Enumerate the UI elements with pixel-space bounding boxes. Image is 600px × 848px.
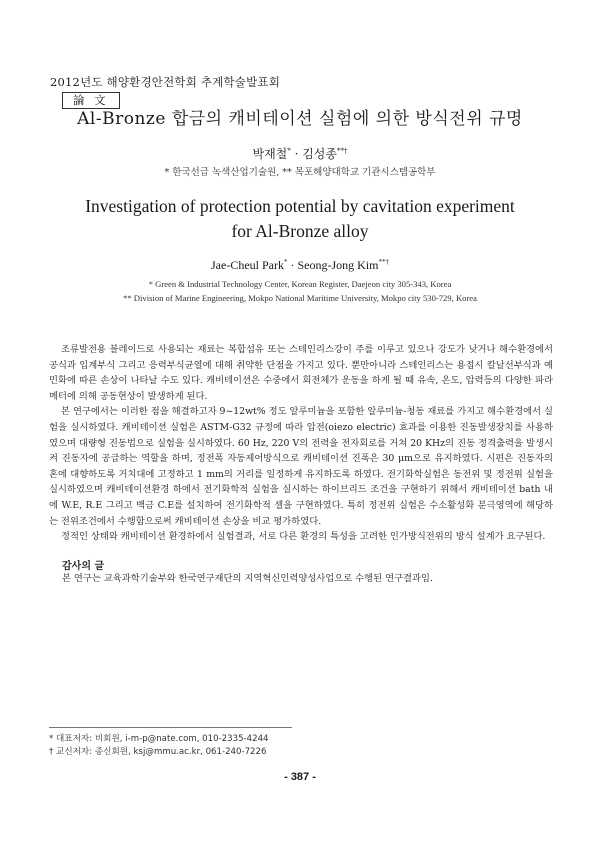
acknowledgement-heading: 감사의 글 bbox=[62, 561, 105, 572]
english-author-2: Seong-Jong Kim bbox=[297, 258, 379, 272]
english-authors bbox=[0, 258, 600, 273]
english-author-2-mark: **† bbox=[378, 258, 389, 266]
korean-title: Al-Bronze 합금의 캐비테이션 실험에 의한 방식전위 규명 bbox=[77, 109, 523, 129]
korean-affiliation: * 한국선급 녹색산업기술원, ** 목포해양대학교 기관시스템공학부 bbox=[164, 167, 436, 178]
body-paragraph-2: 본 연구에서는 이러한 점을 해결하고자 9~12wt% 정도 알루미늄을 포함한 알루미늄-청동 재료를 가지고 해수환경에서 실험을 실시하였다. 캐비테이션 실험은 ASTM-G32 규정에 따라 압전(oiezo electric) 효과를 이용한 진동발생장치를 사용하였으며 대량형 진동법으로 실험을 실시하였다. 60 Hz, 220 V의 전력을 전자회로를 거쳐 20 KHz의 진동 정격출력을 발생시켜 진동자에 공급하는 역할을 하며, 정전폭 자동제어방식으로 캐비테이션 진폭은 30 μm으로 유지하였다. 시편은 진동자의 혼에 대향하도록 거치대에 고정하고 1 mm의 거리를 일정하게 유지하도록 하였다. 전기화학실험은 동전위 및 정전위 실험을 실시하였으며 캐비테이션환경 하에서 전기화학적 실험을 실시하는 하이브리드 조건을 구현하기 위해서 캐비테이션 bath 내에 W.E, R.E 그리고 백금 C.E를 설치하여 전기화학적 셀을 구현하였다. 특히 정전위 실험은 수소활성화 분극영역에 해당하는 전위조건에서 수행함으로써 캐비테이션 손상을 비교 평가하였다. bbox=[49, 406, 553, 527]
english-title-line-2: for Al-Bronze alloy bbox=[231, 221, 369, 241]
korean-author-separator: · bbox=[290, 147, 303, 161]
english-affiliation-1: * Green & Industrial Technology Center, Korean Register, Daejeon city 305-343, Korea bbox=[148, 279, 452, 289]
english-author-1-mark: * bbox=[283, 258, 288, 266]
korean-author-2-mark: **† bbox=[337, 147, 348, 155]
english-title bbox=[0, 194, 600, 244]
paper-type-label: 論 文 bbox=[62, 92, 120, 109]
footnote-divider bbox=[49, 727, 292, 728]
korean-authors bbox=[0, 145, 600, 162]
english-affiliation-2: ** Division of Marine Engineering, Mokpo National Maritime University, Mokpo city 530-729, Korea bbox=[123, 293, 477, 303]
korean-author-2: 김성종 bbox=[302, 147, 337, 161]
acknowledgement-text: 본 연구는 교육과학기술부와 한국연구재단의 지역혁신인력양성사업으로 수행된 연구결과임. bbox=[62, 573, 433, 584]
english-title-line-1: Investigation of protection potential by cavitation experiment bbox=[85, 196, 515, 216]
english-author-separator: · bbox=[287, 258, 298, 272]
korean-author-1: 박재철 bbox=[252, 147, 288, 161]
conference-name: 2012년도 해양환경안전학회 추계학술발표회 bbox=[50, 75, 281, 89]
body-paragraph-1: 조류발전용 블레이드로 사용되는 재료는 복합섬유 또는 스테인리스강이 주를 이루고 있으나 강도가 낮거나 해수환경에서 공식과 입계부식 그리고 응력부식균열에 대해 취약한 단점을 가지고 있다. 뿐만아니라 스테인리스는 용접시 칼날선부식과 예민화에 따른 손상이 나타날 수도 있다. 캐비테이션은 수중에서 회전체가 운동을 하게 될 때 유속, 온도, 압력등의 다양한 파라메터에 의해 공동현상이 발생하게 된다. bbox=[49, 344, 553, 402]
footnote-corresponding-author: * 대표저자: 비회원, i-m-p@nate.com, 010-2335-4244 bbox=[49, 734, 269, 744]
page-number: - 387 - bbox=[284, 771, 316, 783]
footnote-co-author: † 교신저자: 종신회원, ksj@mmu.ac.kr, 061-240-7226 bbox=[49, 747, 267, 757]
body-text bbox=[49, 342, 553, 545]
english-author-1: Jae-Cheul Park bbox=[211, 258, 284, 272]
korean-author-1-mark: * bbox=[287, 147, 291, 155]
body-paragraph-3: 정적인 상태와 캐비테이션 환경하에서 실험결과, 서로 다른 환경의 특성을 고려한 인가방식전위의 방식 설계가 요구된다. bbox=[61, 531, 546, 543]
